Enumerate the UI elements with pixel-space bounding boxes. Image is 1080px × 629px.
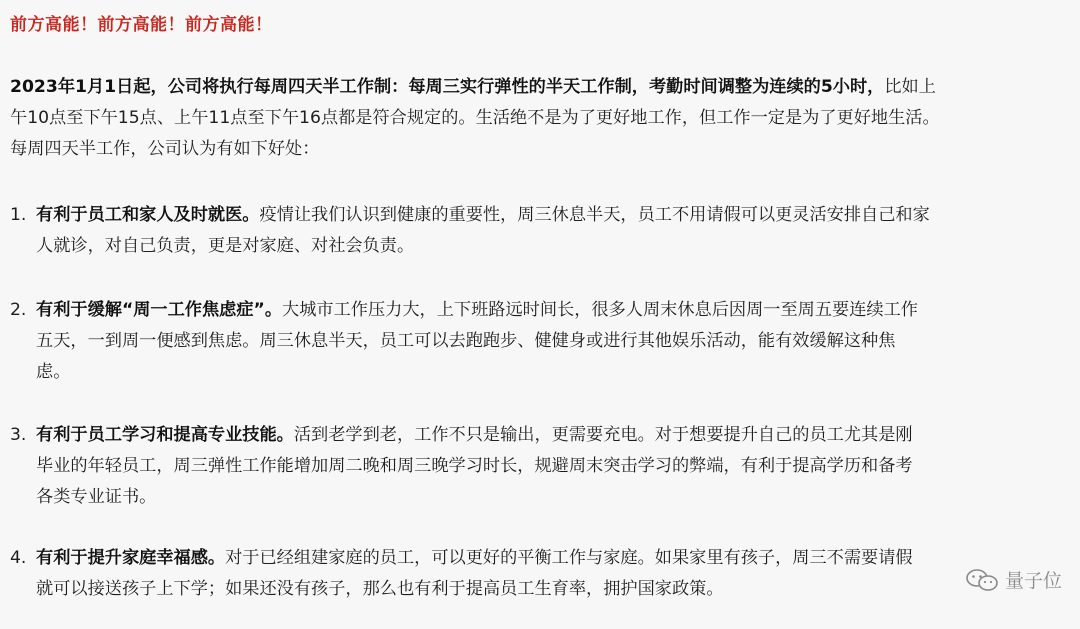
item-number: 1. [10,205,27,225]
item-text: 疫情让我们认识到健康的重要性，周三休息半天，员工不用请假可以更灵活安排自己和家 [259,205,930,225]
intro-paragraph [10,72,1074,165]
item-text: 人就诊，对自己负责，更是对家庭、对社会负责。 [36,236,415,256]
headline: 前方高能！前方高能！前方高能！ [10,15,273,35]
list-item-3 [10,420,1074,513]
wechat-icon [965,568,999,592]
item-heading: 有利于员工学习和提高专业技能。 [36,425,294,445]
list-item-2 [10,295,1074,388]
item-text: 大城市工作压力大，上下班路远时间长，很多人周末休息后因周一至周五要连续工作 [282,300,918,320]
intro-line2: 午10点至下午15点、上午11点至下午16点都是符合规定的。生活绝不是为了更好地工作，但工作一定是为了更好地生活。 [10,108,940,128]
item-text: 虑。 [36,362,71,382]
intro-line1-rest: 比如上 [884,77,936,97]
item-number: 2. [10,300,27,320]
item-text: 对于已经组建家庭的员工，可以更好的平衡工作与家庭。如果家里有孩子，周三不需要请假 [225,548,913,568]
item-text: 活到老学到老，工作不只是输出，更需要充电。对于想要提升自己的员工尤其是刚 [293,425,913,445]
item-text: 毕业的年轻员工，周三弹性工作能增加周二晚和周三晚学习时长，规避周末突击学习的弊端，有利于提高学历和备考 [36,456,913,476]
item-text: 各类专业证书。 [36,487,157,507]
list-item-1 [10,200,1074,262]
item-text: 五天，一到周一便感到焦虑。周三休息半天，员工可以去跑跑步、健健身或进行其他娱乐活动，能有效缓解这种焦 [36,331,896,351]
item-number: 3. [10,425,27,445]
intro-bold: 2023年1月1日起，公司将执行每周四天半工作制：每周三实行弹性的半天工作制，考勤时间调整为连续的5小时， [10,77,885,97]
item-heading: 有利于提升家庭幸福感。 [36,548,226,568]
watermark-text: 量子位 [1004,570,1062,592]
intro-line3: 每周四天半工作，公司认为有如下好处： [10,139,320,159]
item-heading: 有利于员工和家人及时就医。 [36,205,260,225]
watermark [965,566,1062,593]
item-heading: 有利于缓解“周一工作焦虑症”。 [36,300,283,320]
list-item-4 [10,543,1074,605]
item-text: 就可以接送孩子上下学；如果还没有孩子，那么也有利于提高员工生育率，拥护国家政策。 [36,579,724,599]
item-number: 4. [10,548,27,568]
